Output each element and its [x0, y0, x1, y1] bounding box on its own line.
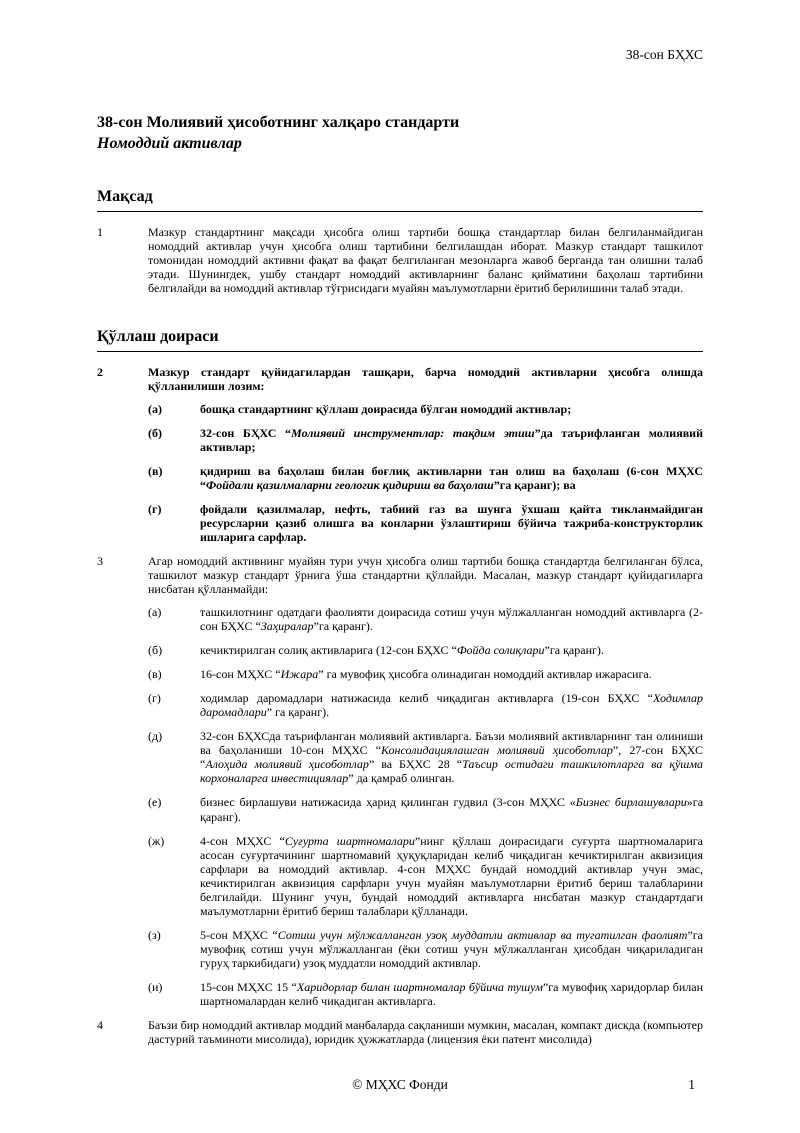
- list-item-label: (е): [148, 795, 162, 810]
- list-item-2g: [148, 502, 703, 544]
- list-item-3g: [148, 691, 703, 719]
- list-item-text: бошқа стандартнинг қўллаш доирасида бўлган номоддий активлар;: [200, 401, 572, 416]
- footer-copyright: © МҲХС Фонди: [352, 1077, 448, 1092]
- list-item-text: 32-сон БҲХСда таърифланган молиявий активларга. Баъзи молиявий активларнинг тан олиниши ва баҳоланиши 10-сон МҲХС “Консолидациялашган молиявий ҳисоботлар”, 27-сон БҲХС “Алоҳида молиявий ҳисоботлар” ва БҲХС 28 “Таъсир остидаги ташкилотларга ва қўшма корхоналарга инвестициялар” да қамраб олинган.: [200, 729, 703, 786]
- list-item-text: ташкилотнинг одатдаги фаолияти доирасида сотиш учун мўлжалланган номоддий активларга (2-сон БҲХС “Заҳиралар”га қаранг).: [200, 605, 703, 634]
- list-item-text: қидириш ва баҳолаш билан боғлиқ активларни тан олиш ва баҳолаш (6-сон МҲХС “Фойдали қазилмаларни геологик қидириш ва баҳолаш”га қаранг); ва: [200, 463, 703, 492]
- list-item-3z: [148, 928, 703, 970]
- paragraph-1: [97, 225, 703, 295]
- list-item-label: (д): [148, 729, 163, 744]
- list-item-text: 5-сон МҲХС “Сотиш учун мўлжалланган узоқ муддатли активлар ва тугатилган фаолият”га мувофиқ сотиш учун мўлжалланган (ёки сотиш учун мўлжалланган ҳисобдан чиқариладиган гуруҳ таркибидаги) узоқ муддатли номоддий активлар.: [200, 927, 704, 970]
- list-item-label: (б): [148, 425, 162, 440]
- paragraph-number: 3: [97, 554, 103, 569]
- list-item-2v: [148, 464, 703, 492]
- list-item-2b: [148, 426, 703, 454]
- section-heading-objective: Мақсад: [97, 188, 703, 212]
- list-item-2a: [148, 402, 703, 416]
- list-item-3b: [148, 643, 703, 657]
- list-item-text: 32-сон БҲХС “Молиявий инструментлар: тақдим этиш”да таърифланган молиявий активлар;: [200, 425, 704, 454]
- paragraph-number: 4: [97, 1017, 103, 1032]
- paragraph-4: [97, 1018, 703, 1046]
- list-item-label: (в): [148, 463, 163, 478]
- list-item-3d: [148, 729, 703, 785]
- list-item-text: 15-сон МҲХС 15 “Харидорлар билан шартномалар бўйича тушум”га мувофиқ харидорлар билан шартномалардан келиб чиқадиган активларга.: [200, 979, 704, 1008]
- list-item-text: фойдали қазилмалар, нефть, табиий газ ва шунга ўхшаш қайта тикланмайдиган ресурсларни қазиб олишга ва конларни ўзлаштириш бўйича тажриба-конструкторлик ишларига сарфлар.: [200, 501, 703, 545]
- document-title: 38-сон Молиявий ҳисоботнинг халқаро стандарти: [97, 114, 460, 131]
- list-item-text: бизнес бирлашуви натижасида ҳарид қилинган гудвил (3-сон МҲХС «Бизнес бирлашувлари»га қаранг).: [200, 795, 704, 824]
- paragraph-number: 1: [97, 224, 103, 239]
- paragraph-number: 2: [97, 364, 103, 379]
- list-item-text: 16-сон МҲХС “Ижара” га мувофиқ ҳисобга олинадиган номоддий активлар ижарасига.: [200, 667, 652, 682]
- paragraph-text: Мазкур стандартнинг мақсади ҳисобга олиш тартиби бошқа стандартлар билан белгиланмайдиган номоддий активлар учун ҳисобга олиш тартибини белгилашдан иборат. Мазкур стандарт ташкилот томонидан номоддий активни фақат ва фақат белгиланган мезонларга жавоб берганда тан олишни талаб этади. Шунингдек, ушбу стандарт номоддий активларнинг баланс қийматини баҳолаш тартибини белгилайди ва номоддий активлар тўғрисидаги муайян маълумотларни ёритиб берилишини талаб этади.: [148, 224, 703, 295]
- list-item-text: ходимлар даромадлари натижасида келиб чиқадиган активларга (19-сон БҲХС “Ходимлар даромадлари” га қаранг).: [200, 691, 703, 720]
- list-item-label: (и): [148, 979, 163, 994]
- list-item-3v: [148, 667, 703, 681]
- title-block: [97, 113, 703, 155]
- list-item-3i: [148, 980, 703, 1008]
- header: [97, 47, 703, 63]
- list-item-label: (г): [148, 691, 161, 706]
- list-item-label: (з): [148, 927, 161, 942]
- paragraph-3: [97, 554, 703, 596]
- list-item-3a: [148, 605, 703, 633]
- list-item-3e: [148, 795, 703, 823]
- paragraph-2: [97, 365, 703, 393]
- document-subtitle: Номоддий активлар: [97, 134, 242, 152]
- header-doc-ref: 38-сон БҲХС: [625, 47, 703, 62]
- list-item-3zh: [148, 834, 703, 918]
- list-item-label: (а): [148, 401, 162, 416]
- paragraph-text: Агар номоддий активнинг муайян тури учун ҳисобга олиш тартиби бошқа стандартда белгиланган бўлса, ташкилот мазкур стандарт ўрнига ўша стандартни қўллайди. Масалан, мазкур стандарт қуйидагиларга нисбатан қўлланмайди:: [148, 554, 703, 597]
- list-item-label: (в): [148, 667, 162, 682]
- list-item-text: кечиктирилган солиқ активларига (12-сон БҲХС “Фойда солиқлари”га қаранг).: [200, 643, 604, 658]
- footer: [97, 1077, 703, 1093]
- page-number: 1: [688, 1077, 695, 1092]
- list-item-label: (ж): [148, 833, 165, 848]
- paragraph-text: Мазкур стандарт қуйидагилардан ташқари, барча номоддий активларни ҳисобга олишда қўлланилиши лозим:: [148, 364, 703, 393]
- list-item-text: 4-сон МҲХС “Суғурта шартномалари”нинг қўллаш доирасидаги суғурта шартномаларига асосан суғуртачининг шартномавий ҳуқуқларидан келиб чиқадиган кечиктирилган аквизиция сарфлари ва номоддий активлар. 4-сон МҲХС бундай номоддий активлар учун эмас, кечиктирилган аквизиция сарфлари учун муайян маълумотларни ёритиб бериш талабларини белгилайди. Шунинг учун, бундай номоддий активларга нисбатан мазкур стандартдаги маълумотларни ёритиб бериш талаблари қўлланади.: [200, 833, 704, 918]
- paragraph-text: Баъзи бир номоддий активлар моддий манбаларда сақланиши мумкин, масалан, компакт дискда (компьютер дастурий таъминоти мисолида), юридик ҳужжатларда (лицензия ёки патент мисолида): [148, 1017, 703, 1046]
- section-heading-scope: Қўллаш доираси: [97, 328, 703, 352]
- list-item-label: (а): [148, 605, 162, 620]
- list-item-label: (б): [148, 643, 163, 658]
- list-item-label: (г): [148, 501, 162, 516]
